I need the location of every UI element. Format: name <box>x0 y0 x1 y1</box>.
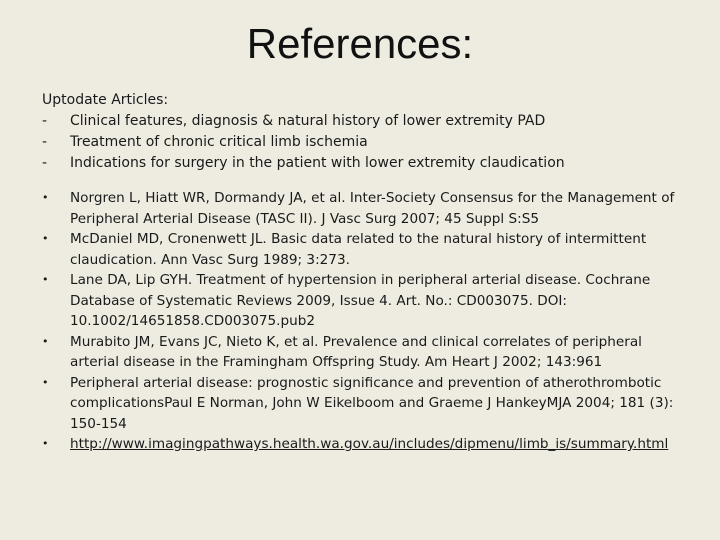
dash-marker: - <box>42 134 48 150</box>
reference-text: Murabito JM, Evans JC, Nieto K, et al. Prevalence and clinical correlates of peripheral arterial disease in the Framingham Offspring Study. Am Heart J 2002; 143:961 <box>70 333 642 370</box>
reference-text: Norgren L, Hiatt WR, Dormandy JA, et al. Inter-Society Consensus for the Management of Peripheral Arterial Disease (TASC II). J Vasc Surg 2007; 45 Suppl S:S5 <box>70 190 675 227</box>
bullet-icon: • <box>42 191 49 204</box>
reference-text: Peripheral arterial disease: prognostic significance and prevention of atherothrombotic complicationsPaul E Norman, John W Eikelboom and Graeme J HankeyMJA 2004; 181 (3): 150-154 <box>70 374 674 432</box>
reference-text: McDaniel MD, Cronenwett JL. Basic data related to the natural history of intermittent claudication. Ann Vasc Surg 1989; 3:273. <box>70 231 647 268</box>
uptodate-item-text: Clinical features, diagnosis & natural history of lower extremity PAD <box>70 113 546 129</box>
dash-marker: - <box>42 155 48 171</box>
list-item <box>42 188 692 229</box>
bullet-icon: • <box>42 273 49 286</box>
uptodate-item-text: Indications for surgery in the patient with lower extremity claudication <box>70 155 565 171</box>
bullet-icon: • <box>42 375 49 389</box>
reference-text: Lane DA, Lip GYH. Treatment of hypertension in peripheral arterial disease. Cochrane Database of Systematic Reviews 2009, Issue 4. Art. No.: CD003075. DOI: 10.1002/14651858.CD003075.pub2 <box>70 272 651 329</box>
bullet-icon: • <box>42 334 49 348</box>
slide-title: References: <box>246 20 474 67</box>
list-item <box>42 132 692 153</box>
uptodate-list <box>42 111 692 174</box>
dash-marker: - <box>42 113 48 129</box>
list-item <box>42 434 692 455</box>
uptodate-heading: Uptodate Articles: <box>42 92 169 108</box>
bullet-icon: • <box>42 437 49 450</box>
list-item <box>42 270 692 332</box>
imaging-pathways-link[interactable]: http://www.imagingpathways.health.wa.gov.au/includes/dipmenu/limb_is/summary.html <box>70 436 669 452</box>
uptodate-item-text: Treatment of chronic critical limb ischemia <box>70 134 368 150</box>
bullet-icon: • <box>42 232 49 245</box>
list-item <box>42 111 692 132</box>
list-item <box>42 153 692 174</box>
references-content <box>42 90 692 455</box>
reference-list <box>42 188 692 455</box>
list-item <box>42 373 692 435</box>
list-item <box>42 332 692 373</box>
list-item <box>42 229 692 270</box>
